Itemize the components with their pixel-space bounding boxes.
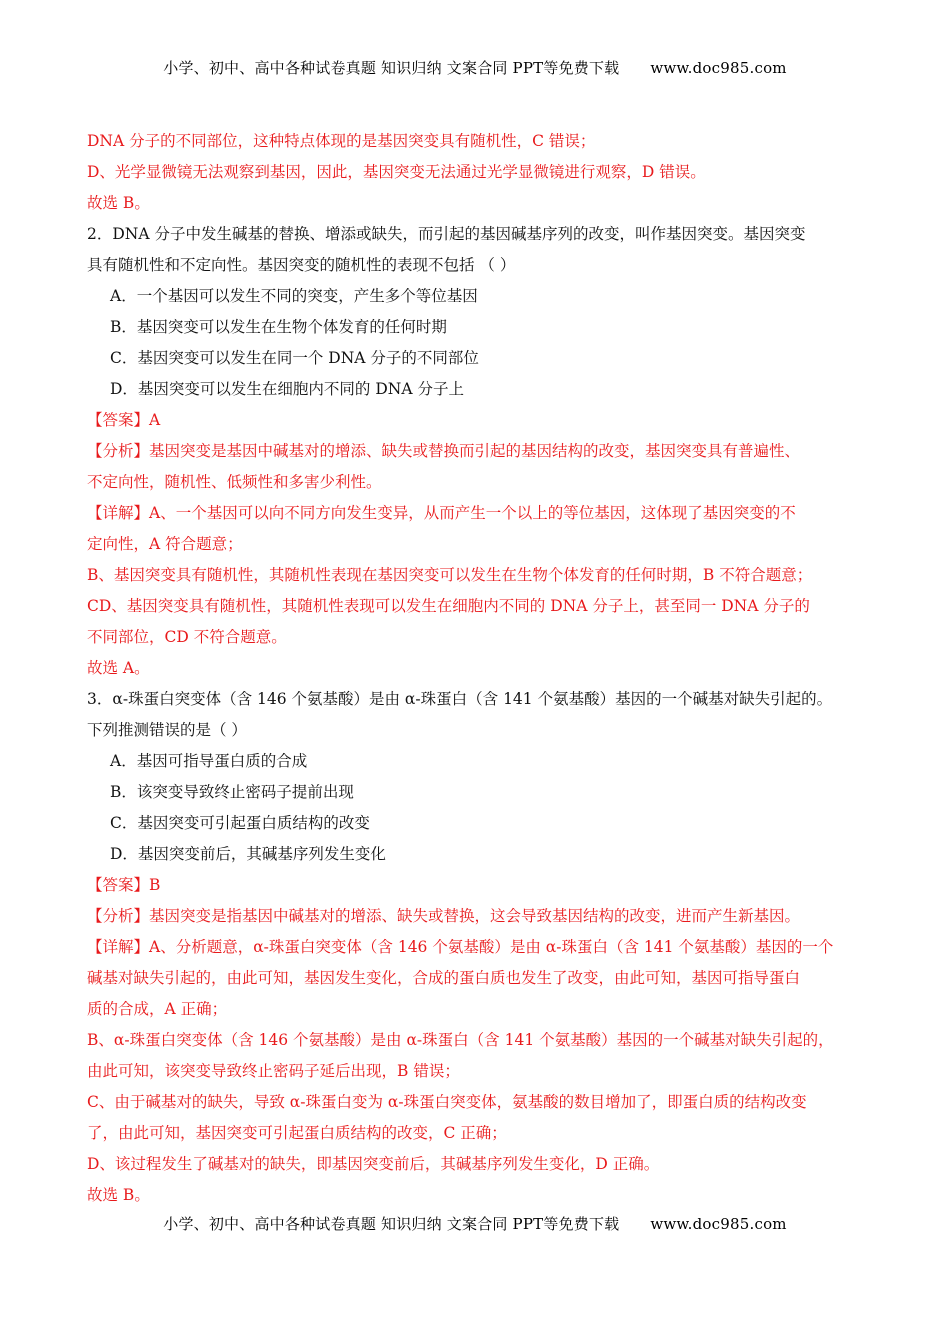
answer-line: C、由于碱基对的缺失，导致 α-珠蛋白变为 α-珠蛋白突变体，氨基酸的数目增加了，即蛋白质的结构改变 [87,1093,807,1111]
answer-line: 故选 B。 [87,194,150,212]
answer-line: 【详解】A、一个基因可以向不同方向发生变异，从而产生一个以上的等位基因，这体现了基因突变的不 [87,504,796,522]
option-line: B．基因突变可以发生在生物个体发育的任何时期 [110,318,447,336]
option-line: A．基因可指导蛋白质的合成 [110,752,308,770]
answer-line: 【详解】A、分析题意，α-珠蛋白突变体（含 146 个氨基酸）是由 α-珠蛋白（含 141 个氨基酸）基因的一个 [87,938,834,956]
document-body [87,126,867,1211]
answer-line: 碱基对缺失引起的，由此可知，基因发生变化，合成的蛋白质也发生了改变，由此可知，基因可指导蛋白 [87,969,801,987]
answer-line: D、该过程发生了碱基对的缺失，即基因突变前后，其碱基序列发生变化，D 正确。 [87,1155,660,1173]
answer-line: D、光学显微镜无法观察到基因，因此，基因突变无法通过光学显微镜进行观察，D 错误。 [87,163,706,181]
answer-line: 不同部位，CD 不符合题意。 [87,628,287,646]
footer-text: 小学、初中、高中各种试卷真题 知识归纳 文案合同 PPT等免费下载 [163,1215,620,1233]
page-footer [0,1213,950,1234]
header-text: 小学、初中、高中各种试卷真题 知识归纳 文案合同 PPT等免费下载 [163,59,620,77]
question-line: 3．α-珠蛋白突变体（含 146 个氨基酸）是由 α-珠蛋白（含 141 个氨基酸）基因的一个碱基对缺失引起的。 [87,690,833,708]
option-line: C．基因突变可以发生在同一个 DNA 分子的不同部位 [110,349,479,367]
question-line: 2．DNA 分子中发生碱基的替换、增添或缺失，而引起的基因碱基序列的改变，叫作基因突变。基因突变 [87,225,806,243]
answer-line: 了，由此可知，基因突变可引起蛋白质结构的改变，C 正确； [87,1124,507,1142]
footer-url[interactable]: www.doc985.com [650,1215,787,1233]
answer-line: CD、基因突变具有随机性，其随机性表现可以发生在细胞内不同的 DNA 分子上，甚至同一 DNA 分子的 [87,597,810,615]
answer-line: 质的合成，A 正确； [87,1000,228,1018]
option-line: C．基因突变可引起蛋白质结构的改变 [110,814,370,832]
page-header [0,57,950,78]
answer-line: DNA 分子的不同部位，这种特点体现的是基因突变具有随机性，C 错误； [87,132,596,150]
option-line: B．该突变导致终止密码子提前出现 [110,783,354,801]
answer-line: B、α-珠蛋白突变体（含 146 个氨基酸）是由 α-珠蛋白（含 141 个氨基酸）基因的一个碱基对缺失引起的， [87,1031,834,1049]
answer-line: 【答案】B [87,876,161,894]
answer-line: 故选 A。 [87,659,150,677]
answer-line: 不定向性，随机性、低频性和多害少利性。 [87,473,382,491]
question-line: 具有随机性和不定向性。基因突变的随机性的表现不包括 （ ） [87,256,516,274]
option-line: D．基因突变可以发生在细胞内不同的 DNA 分子上 [110,380,464,398]
question-line: 下列推测错误的是（ ） [87,721,247,739]
option-line: A．一个基因可以发生不同的突变，产生多个等位基因 [110,287,478,305]
answer-line: 【分析】基因突变是基因中碱基对的增添、缺失或替换而引起的基因结构的改变，基因突变具有普遍性、 [87,442,801,460]
answer-line: 【分析】基因突变是指基因中碱基对的增添、缺失或替换，这会导致基因结构的改变，进而产生新基因。 [87,907,801,925]
answer-line: 定向性，A 符合题意； [87,535,243,553]
option-line: D．基因突变前后，其碱基序列发生变化 [110,845,386,863]
answer-line: 【答案】A [87,411,161,429]
answer-line: 由此可知，该突变导致终止密码子延后出现，B 错误； [87,1062,460,1080]
header-url[interactable]: www.doc985.com [650,59,787,77]
answer-line: 故选 B。 [87,1186,150,1204]
answer-line: B、基因突变具有随机性，其随机性表现在基因突变可以发生在生物个体发育的任何时期，B 不符合题意； [87,566,813,584]
